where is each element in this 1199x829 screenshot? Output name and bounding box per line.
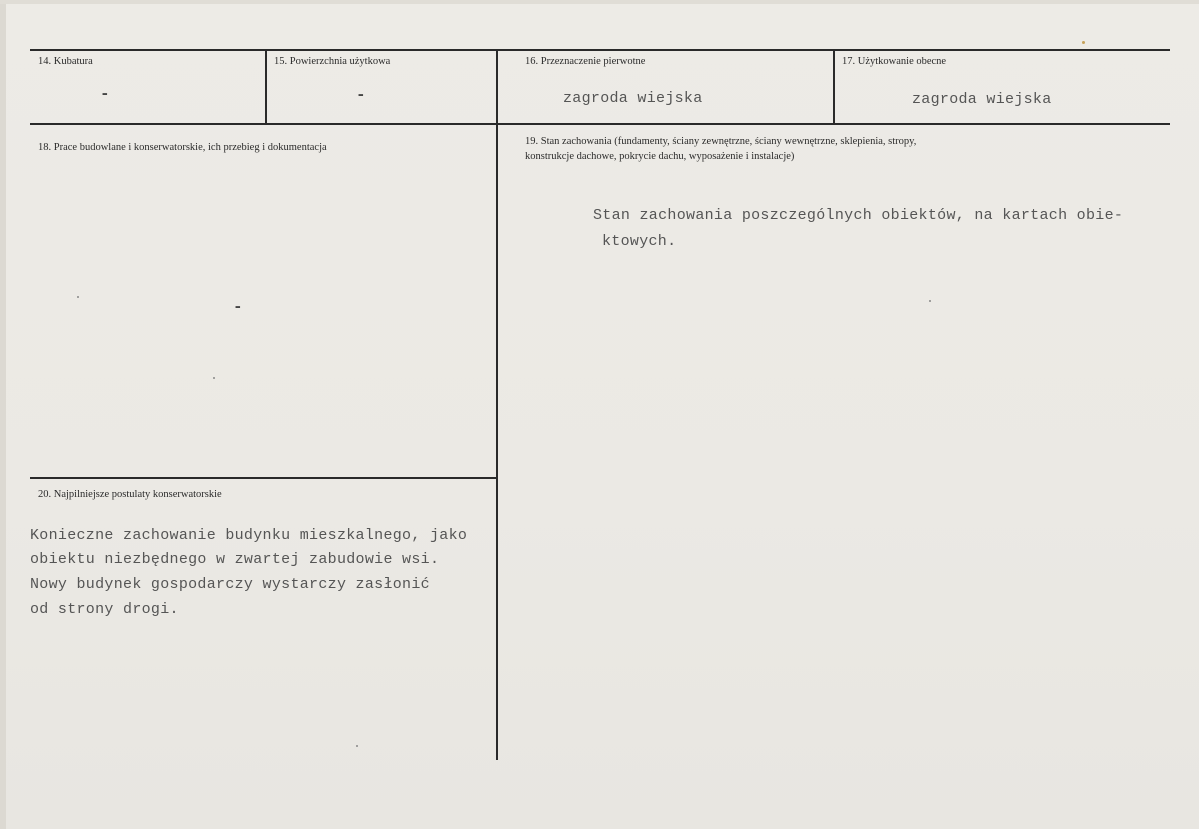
field-18-value: - [233, 298, 243, 316]
field-14-value: - [100, 85, 110, 103]
divider-16-17 [833, 49, 835, 124]
row1-bottom-rule [30, 123, 1170, 125]
paper-speck [929, 300, 931, 302]
field-20-text-line1: Konieczne zachowanie budynku mieszkalnego, jako [30, 527, 468, 544]
field-15-value: - [356, 86, 366, 104]
paper-speck [213, 377, 215, 379]
paper-edge-left [0, 0, 6, 829]
paper-stain [1082, 41, 1085, 44]
field-19-text-line2: ktowych. [602, 233, 677, 250]
field-20-text-line2: obiektu niezbędnego w zwartej zabudowie wsi. [30, 551, 440, 568]
field-14-label: 14. Kubatura [38, 56, 93, 67]
field-17-value: zagroda wiejska [912, 91, 1052, 108]
field-15-label: 15. Powierzchnia użytkowa [274, 56, 391, 67]
paper-speck [77, 296, 79, 298]
field-19-label-line2: konstrukcje dachowe, pokrycie dachu, wyposażenie i instalacje) [525, 151, 795, 162]
paper-edge-top [0, 0, 1199, 4]
field-19-label-line1: 19. Stan zachowania (fundamenty, ściany zewnętrzne, ściany wewnętrzne, sklepienia, stropy, [525, 136, 917, 147]
paper-speck [356, 745, 358, 747]
field-16-label: 16. Przeznaczenie pierwotne [525, 56, 646, 67]
top-rule [30, 49, 1170, 51]
field-20-label: 20. Najpilniejsze postulaty konserwatorskie [38, 489, 222, 500]
field-18-label: 18. Prace budowlane i konserwatorskie, ich przebieg i dokumentacja [38, 142, 327, 153]
field-20-text-line3: Nowy budynek gospodarczy wystarczy zasłonić [30, 576, 430, 593]
field-19-text-line1: Stan zachowania poszczególnych obiektów, na kartach obie- [593, 207, 1124, 224]
divider-14-15 [265, 49, 267, 124]
main-column-divider [496, 49, 498, 760]
section18-bottom-rule [30, 477, 496, 479]
field-16-value: zagroda wiejska [563, 90, 703, 107]
field-20-text-line4: od strony drogi. [30, 601, 179, 618]
field-17-label: 17. Użytkowanie obecne [842, 56, 947, 67]
